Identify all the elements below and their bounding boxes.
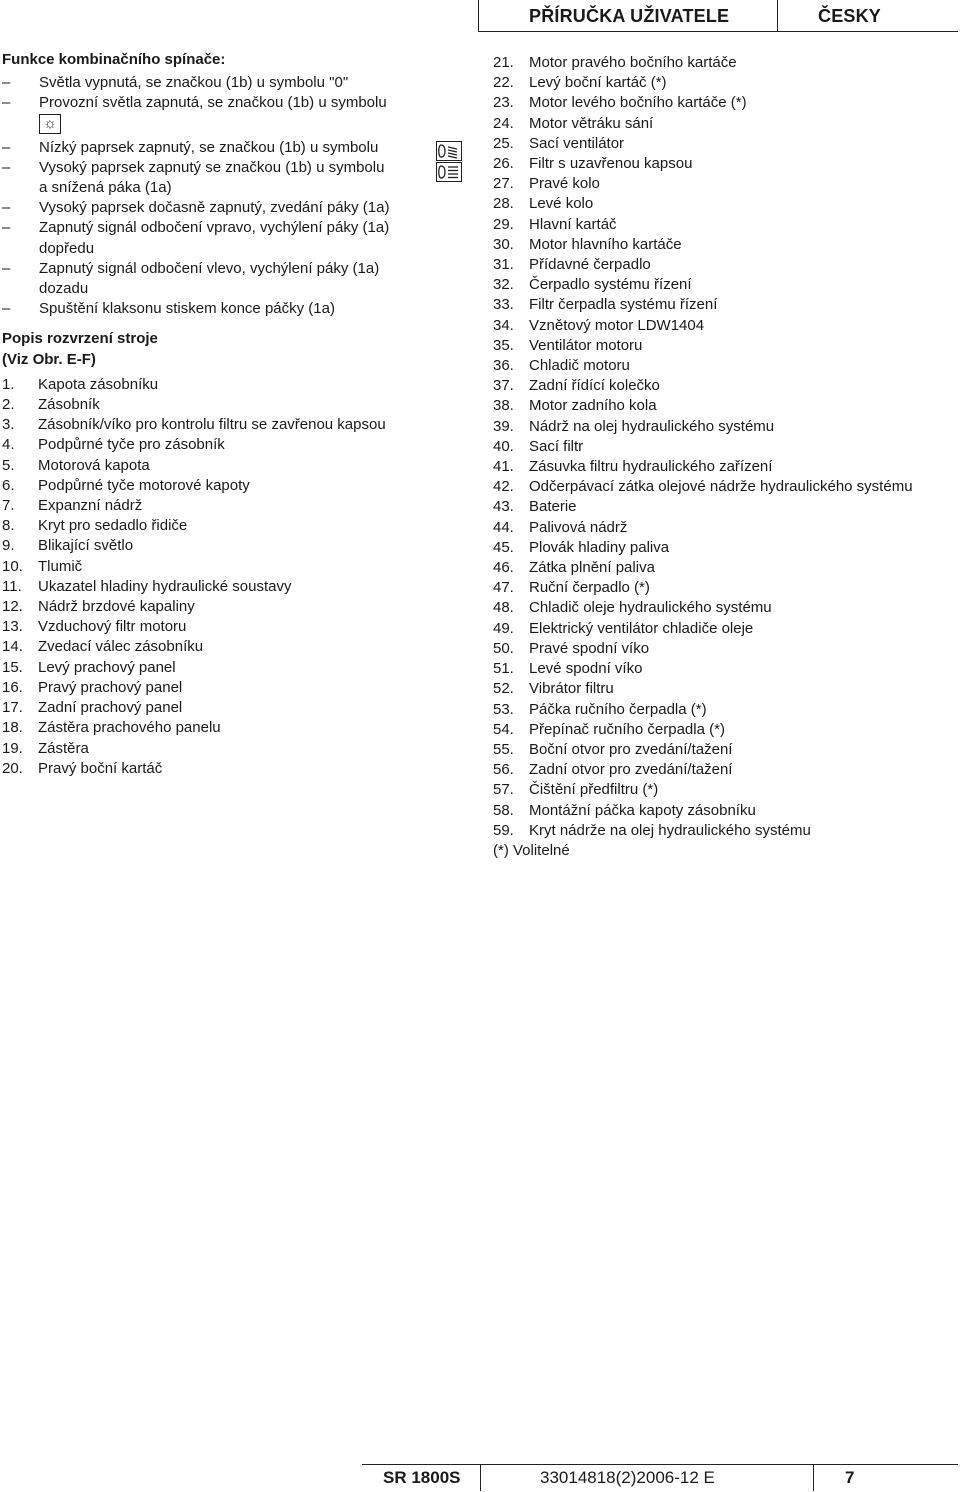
part-item <box>493 720 953 740</box>
part-label: Elektrický ventilátor chladiče oleje <box>529 619 754 637</box>
footer-rule <box>362 1464 958 1465</box>
part-item <box>493 518 953 538</box>
part-number: 36. <box>493 357 514 375</box>
low-beam-icon <box>436 141 462 161</box>
part-label: Přídavné čerpadlo <box>529 256 651 274</box>
part-number: 53. <box>493 700 514 718</box>
footer-divider <box>813 1464 814 1491</box>
part-item <box>493 73 953 93</box>
part-number: 19. <box>2 739 23 757</box>
part-item <box>493 801 953 821</box>
part-item <box>493 578 953 598</box>
part-number: 42. <box>493 478 514 496</box>
part-number: 22. <box>493 74 514 92</box>
part-label: Pravý boční kartáč <box>38 759 163 777</box>
part-number: 14. <box>2 638 23 656</box>
part-item <box>493 679 953 699</box>
layout-heading-ref: (Viz Obr. E-F) <box>2 350 96 368</box>
part-number: 30. <box>493 235 514 253</box>
part-number: 58. <box>493 801 514 819</box>
part-number: 17. <box>2 699 23 717</box>
part-item <box>493 477 953 497</box>
function-item: – Spuštění klaksonu stiskem konce páčky (1a) <box>2 300 335 318</box>
part-number: 41. <box>493 458 514 476</box>
part-item <box>493 558 953 578</box>
part-number: 21. <box>493 54 514 71</box>
high-beam-icon <box>436 162 462 182</box>
manual-title: PŘÍRUČKA UŽIVATELE <box>529 6 730 26</box>
optional-note: (*) Volitelné <box>493 841 570 859</box>
part-number: 50. <box>493 639 514 657</box>
part-number: 25. <box>493 134 514 152</box>
part-item <box>2 637 472 657</box>
part-label: Zadní prachový panel <box>38 699 183 717</box>
part-number: 1. <box>2 375 15 393</box>
part-item <box>2 617 472 637</box>
part-label: Blikající světlo <box>38 537 134 555</box>
part-number: 57. <box>493 781 514 799</box>
part-item <box>493 598 953 618</box>
part-label: Zadní otvor pro zvedání/tažení <box>529 761 733 779</box>
part-number: 10. <box>2 557 23 575</box>
part-item <box>493 740 953 760</box>
part-number: 39. <box>493 417 514 435</box>
part-number: 7. <box>2 497 15 515</box>
part-label: Zátka plnění paliva <box>529 559 655 577</box>
language-label: ČESKY <box>818 6 882 26</box>
part-number: 28. <box>493 195 514 213</box>
parts-list-right <box>493 53 953 841</box>
part-item <box>2 496 472 516</box>
part-label: Levé spodní víko <box>529 660 643 678</box>
part-number: 35. <box>493 336 514 354</box>
part-item <box>2 759 472 779</box>
part-label: Levé kolo <box>529 195 594 213</box>
layout-heading: Popis rozvrzení stroje <box>2 330 158 348</box>
document-code: 33014818(2)2006-12 E <box>540 1468 715 1487</box>
part-number: 3. <box>2 416 15 434</box>
part-item <box>493 316 953 336</box>
part-number: 47. <box>493 579 514 597</box>
part-number: 12. <box>2 598 23 616</box>
part-number: 16. <box>2 678 23 696</box>
part-label: Podpůrné tyče pro zásobník <box>38 436 225 454</box>
sun-symbol-line <box>2 114 472 136</box>
part-label: Kryt pro sedadlo řidiče <box>38 517 188 535</box>
part-item <box>493 659 953 679</box>
part-label: Filtr s uzavřenou kapsou <box>529 155 693 173</box>
part-label: Čištění předfiltru (*) <box>529 781 659 799</box>
part-item <box>493 417 953 437</box>
part-label: Expanzní nádrž <box>38 497 143 515</box>
part-number: 34. <box>493 316 514 334</box>
part-number: 13. <box>2 618 23 636</box>
part-label: Motor hlavního kartáče <box>529 235 682 253</box>
part-item <box>493 437 953 457</box>
part-item <box>493 154 953 174</box>
part-number: 27. <box>493 175 514 193</box>
part-item <box>493 538 953 558</box>
part-label: Kryt nádrže na olej hydraulického systému <box>529 821 811 839</box>
part-label: Nádrž na olej hydraulického systému <box>529 417 775 435</box>
part-label: Baterie <box>529 498 577 516</box>
function-item-continuation: dopředu <box>39 239 95 257</box>
part-label: Vznětový motor LDW1404 <box>529 316 705 334</box>
part-label: Levý boční kartáč (*) <box>529 74 667 92</box>
part-number: 9. <box>2 537 15 555</box>
part-item <box>493 457 953 477</box>
part-label: Boční otvor pro zvedání/tažení <box>529 740 733 758</box>
part-number: 46. <box>493 559 514 577</box>
part-item <box>2 456 472 476</box>
part-number: 45. <box>493 538 514 556</box>
part-item <box>2 597 472 617</box>
part-item <box>2 658 472 678</box>
part-label: Filtr čerpadla systému řízení <box>529 296 718 314</box>
part-label: Montážní páčka kapoty zásobníku <box>529 801 756 819</box>
part-item <box>493 255 953 275</box>
part-item <box>493 336 953 356</box>
part-number: 24. <box>493 114 514 132</box>
header-rule <box>478 31 958 32</box>
part-item <box>2 718 472 738</box>
part-label: Ventilátor motoru <box>529 336 643 354</box>
part-number: 31. <box>493 256 514 274</box>
part-number: 29. <box>493 215 514 233</box>
part-number: 59. <box>493 821 514 839</box>
part-number: 48. <box>493 599 514 617</box>
part-label: Sací ventilátor <box>529 134 625 152</box>
part-label: Odčerpávací zátka olejové nádrže hydraulického systému <box>529 478 913 496</box>
part-number: 4. <box>2 436 15 454</box>
part-item <box>493 396 953 416</box>
part-label: Chladič oleje hydraulického systému <box>529 599 772 617</box>
part-number: 15. <box>2 658 23 676</box>
part-number: 43. <box>493 498 514 516</box>
part-number: 38. <box>493 397 514 415</box>
part-label: Zástěra <box>38 739 89 757</box>
parts-list-left <box>2 375 472 779</box>
model-name: SR 1800S <box>383 1468 461 1487</box>
part-item <box>493 760 953 780</box>
part-label: Zásobník/víko pro kontrolu filtru se zavřenou kapsou <box>38 416 386 434</box>
part-number: 32. <box>493 276 514 294</box>
function-item: – Vysoký paprsek dočasně zapnutý, zvedání páky (1a) <box>2 199 390 217</box>
part-label: Vzduchový filtr motoru <box>38 618 187 636</box>
part-number: 54. <box>493 720 514 738</box>
part-label: Palivová nádrž <box>529 518 628 536</box>
switch-functions-heading: Funkce kombinačního spínače: <box>2 51 226 68</box>
part-label: Motorová kapota <box>38 456 150 474</box>
header-divider <box>777 0 778 31</box>
part-label: Kapota zásobníku <box>38 375 159 393</box>
part-number: 37. <box>493 377 514 395</box>
page-number: 7 <box>845 1468 855 1487</box>
part-number: 18. <box>2 719 23 737</box>
part-label: Motor zadního kola <box>529 397 657 415</box>
part-number: 49. <box>493 619 514 637</box>
part-number: 51. <box>493 660 514 678</box>
part-item <box>493 295 953 315</box>
part-label: Pravé spodní víko <box>529 639 650 657</box>
part-label: Ukazatel hladiny hydraulické soustavy <box>38 577 292 595</box>
part-number: 2. <box>2 396 15 414</box>
part-item <box>2 375 472 395</box>
part-item <box>493 497 953 517</box>
part-label: Motor větráku sání <box>529 114 654 132</box>
part-item <box>2 557 472 577</box>
part-label: Tlumič <box>38 557 83 575</box>
part-item <box>493 215 953 235</box>
function-item: – Zapnutý signál odbočení vlevo, vychýlení páky (1a) <box>2 259 380 277</box>
part-label: Plovák hladiny paliva <box>529 538 670 556</box>
sun-symbol-icon: ☼ <box>39 114 61 134</box>
part-label: Zvedací válec zásobníku <box>38 638 204 656</box>
part-item <box>2 516 472 536</box>
part-item <box>493 93 953 113</box>
part-item <box>493 134 953 154</box>
part-number: 44. <box>493 518 514 536</box>
part-number: 8. <box>2 517 15 535</box>
part-number: 40. <box>493 437 514 455</box>
part-label: Ruční čerpadlo (*) <box>529 579 650 597</box>
part-number: 20. <box>2 759 23 777</box>
part-label: Zadní řídící kolečko <box>529 377 660 395</box>
function-item: – Provozní světla zapnutá, se značkou (1b) u symbolu <box>2 94 387 112</box>
part-item <box>493 275 953 295</box>
part-number: 33. <box>493 296 514 314</box>
part-number: 6. <box>2 476 15 494</box>
part-item <box>493 174 953 194</box>
part-item <box>493 356 953 376</box>
right-column <box>493 53 953 861</box>
part-number: 5. <box>2 456 15 474</box>
header-divider <box>478 0 479 31</box>
part-item <box>493 780 953 800</box>
part-item <box>2 476 472 496</box>
part-item <box>493 194 953 214</box>
part-label: Vibrátor filtru <box>529 680 614 698</box>
part-item <box>2 678 472 698</box>
function-item: – Vysoký paprsek zapnutý se značkou (1b) u symbolu <box>2 158 385 176</box>
part-number: 52. <box>493 680 514 698</box>
part-label: Chladič motoru <box>529 357 630 375</box>
part-item <box>493 639 953 659</box>
function-item: – Světla vypnutá, se značkou (1b) u symbolu "0" <box>2 74 349 92</box>
footer-divider <box>480 1464 481 1491</box>
part-number: 56. <box>493 761 514 779</box>
part-label: Páčka ručního čerpadla (*) <box>529 700 707 718</box>
part-label: Čerpadlo systému řízení <box>529 276 692 294</box>
part-item <box>493 376 953 396</box>
part-label: Nádrž brzdové kapaliny <box>38 598 195 616</box>
part-label: Levý prachový panel <box>38 658 176 676</box>
part-label: Pravé kolo <box>529 175 600 193</box>
part-number: 55. <box>493 740 514 758</box>
part-item <box>493 53 953 73</box>
part-number: 26. <box>493 155 514 173</box>
part-label: Sací filtr <box>529 437 584 455</box>
part-label: Přepínač ručního čerpadla (*) <box>529 720 725 738</box>
part-label: Zásobník <box>38 396 100 414</box>
left-column <box>2 50 472 779</box>
part-label: Hlavní kartáč <box>529 215 617 233</box>
part-label: Podpůrné tyče motorové kapoty <box>38 476 250 494</box>
function-item-continuation: a snížená páka (1a) <box>39 179 172 197</box>
part-item <box>2 536 472 556</box>
function-item: – Zapnutý signál odbočení vpravo, vychýlení páky (1a) <box>2 219 390 237</box>
part-item <box>493 700 953 720</box>
part-item <box>2 415 472 435</box>
part-item <box>493 619 953 639</box>
part-label: Motor levého bočního kartáče (*) <box>529 94 747 112</box>
part-number: 11. <box>2 577 22 595</box>
part-item <box>2 698 472 718</box>
part-item <box>2 435 472 455</box>
function-item-continuation: dozadu <box>39 280 89 298</box>
part-label: Zástěra prachového panelu <box>38 719 221 737</box>
function-item: – Nízký paprsek zapnutý, se značkou (1b) u symbolu <box>2 138 379 156</box>
part-item <box>493 821 953 841</box>
part-item <box>493 235 953 255</box>
part-label: Motor pravého bočního kartáče <box>529 54 737 71</box>
part-item <box>2 577 472 597</box>
part-item <box>2 395 472 415</box>
part-number: 23. <box>493 94 514 112</box>
part-item <box>493 114 953 134</box>
part-label: Pravý prachový panel <box>38 678 183 696</box>
part-item <box>2 739 472 759</box>
part-label: Zásuvka filtru hydraulického zařízení <box>529 458 773 476</box>
